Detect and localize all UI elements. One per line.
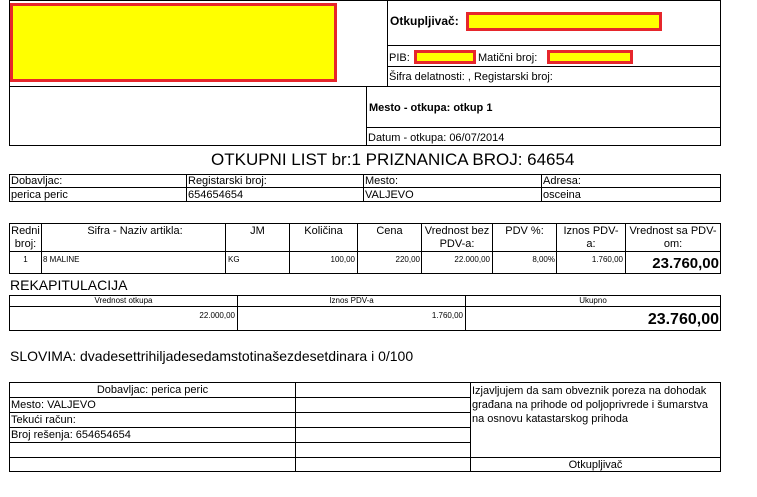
footer-dobavljac: Dobavljac: perica peric bbox=[96, 384, 209, 396]
item-pdv: 8,00% bbox=[532, 255, 555, 264]
mesto-otkupa: Mesto - otkupa: otkup 1 bbox=[369, 102, 493, 114]
items-header-sifra: Sifra - Naziv artikla: bbox=[87, 225, 183, 237]
item-redni: 1 bbox=[23, 255, 28, 264]
rekap-header-ukupno: Ukupno bbox=[579, 296, 607, 305]
items-header-iznos-pdv: Iznos PDV-a: bbox=[563, 225, 619, 250]
otkupljivac-label: Otkupljivač: bbox=[390, 14, 459, 28]
supplier-value-adresa: osceina bbox=[543, 189, 581, 201]
rekap-title: REKAPITULACIJA bbox=[10, 277, 128, 293]
pib-label: PIB: bbox=[389, 52, 410, 64]
redacted-logo bbox=[10, 3, 337, 82]
item-jm: KG bbox=[228, 255, 240, 264]
supplier-header-mesto: Mesto: bbox=[365, 175, 399, 187]
slovima-text: SLOVIMA: dvadesettrihiljadesedamstotinašezdesetdinara i 0/100 bbox=[10, 348, 414, 364]
items-header-vrednost-sa: Vrednost sa PDV-om: bbox=[629, 225, 717, 250]
footer-tekuci: Tekući račun: bbox=[11, 414, 76, 426]
redacted-pib bbox=[414, 50, 476, 64]
supplier-value-dobavljac: perica peric bbox=[11, 189, 68, 201]
supplier-header-registarski: Registarski broj: bbox=[188, 175, 267, 187]
item-iznos-pdv: 1.760,00 bbox=[591, 255, 623, 264]
items-header-vrednost-bez: Vrednost bez PDV-a: bbox=[424, 225, 490, 250]
footer-otkupljivac: Otkupljivač bbox=[568, 459, 623, 471]
item-naziv: 8 MALINE bbox=[43, 255, 80, 264]
items-header-cena: Cena bbox=[376, 225, 403, 237]
items-header-redni: Redni broj: bbox=[11, 225, 40, 250]
redacted-otkupljivac bbox=[466, 12, 662, 31]
rekap-value-ukupno: 23.760,00 bbox=[647, 311, 719, 328]
item-kolicina: 100,00 bbox=[330, 255, 355, 264]
rekap-value-vrednost: 22.000,00 bbox=[199, 311, 235, 320]
rekap-header-iznos: Iznos PDV-a bbox=[329, 296, 374, 305]
footer-mesto: Mesto: VALJEVO bbox=[11, 399, 96, 411]
page-title: OTKUPNI LIST br:1 PRIZNANICA BROJ: 64654 bbox=[211, 150, 575, 169]
datum-otkupa: Datum - otkupa: 06/07/2014 bbox=[368, 132, 505, 144]
supplier-header-adresa: Adresa: bbox=[543, 175, 581, 187]
items-header-pdv: PDV %: bbox=[505, 225, 544, 237]
redacted-maticni bbox=[547, 50, 633, 64]
footer-izjava: Izjavljujem da sam obveznik poreza na dohodak građana na prihode od poljoprivrede i šumarstva na osnovu katastarskog prihoda bbox=[472, 385, 709, 425]
supplier-header-dobavljac: Dobavljac: bbox=[11, 175, 63, 187]
maticni-label: Matični broj: bbox=[478, 52, 538, 64]
rekap-value-iznos: 1.760,00 bbox=[431, 311, 463, 320]
items-header-kolicina: Količina bbox=[304, 225, 343, 237]
sifra-line: Šifra delatnosti: , Registarski broj: bbox=[389, 71, 553, 83]
rekap-header-vrednost: Vrednost otkupa bbox=[94, 296, 153, 305]
supplier-value-mesto: VALJEVO bbox=[365, 189, 414, 201]
items-header-jm: JM bbox=[250, 225, 265, 237]
item-vrednost-sa: 23.760,00 bbox=[652, 255, 719, 272]
footer-broj-resenja: Broj rešenja: 654654654 bbox=[11, 429, 131, 441]
supplier-value-registarski: 654654654 bbox=[188, 189, 244, 201]
item-cena: 220,00 bbox=[395, 255, 420, 264]
item-vrednost-bez: 22.000,00 bbox=[454, 255, 490, 264]
